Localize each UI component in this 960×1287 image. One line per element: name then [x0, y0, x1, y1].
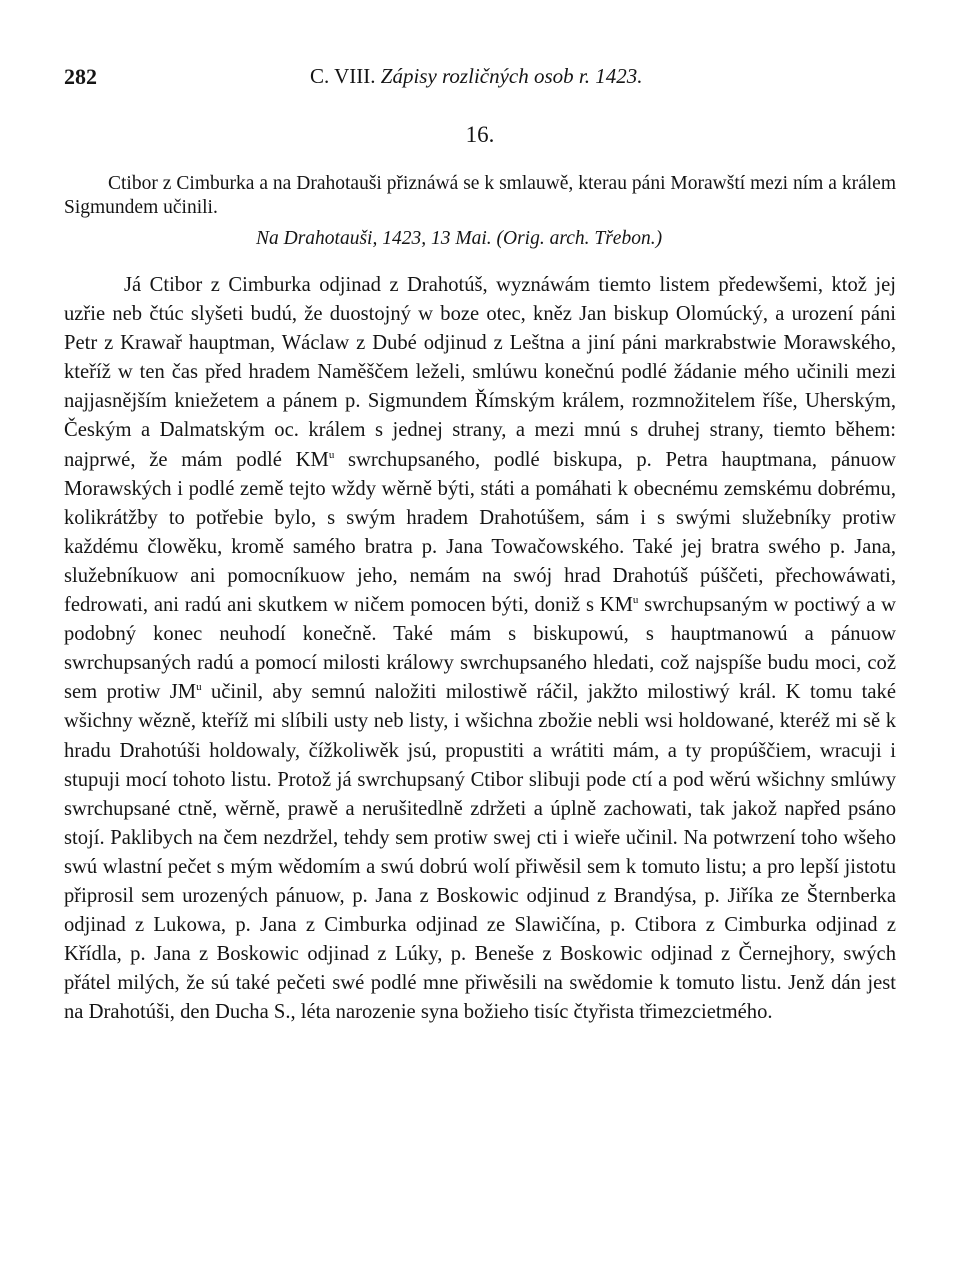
- document-number: 16.: [465, 122, 495, 147]
- document-regest: Ctibor z Cimburka a na Drahotauši přiznáwá se k smlauwě, kterau páni Morawští mezi ním a králem Sigmundem učinili.: [64, 173, 896, 218]
- body-part-2: swrchupsaného, podlé biskupa, p. Petra hauptmana, pánuow Morawských i podlé země tejto wždy wěrně býti, státi a pomáhati k obecnému zemskému dobrému, kolikrátžby to potřebie bylo, s swým hradem Drahotúšem, sám i s swými služebníky protiw každému člowěku, kromě samého bratra p. Jana Towačowského. Také jej bratra swého p. Jana, služebníkuow ani pomocníkuow jeho, nemám na swój hrad Drahotúš púščeti, přechowáwati, fedrowati, ani radú ani skutkem w ničem pomocen býti, doniž s KM: [64, 448, 896, 617]
- chapter-section: C. VIII.: [310, 64, 376, 88]
- superscript-u-2: u: [632, 594, 639, 607]
- body-part-3: swrchupsaným w poctiwý a w podobný konec neuhodí konečně. Také mám s biskupowú, s hauptmanowú a pánuow swrchupsaných radú a pomocí milosti králowy swrchupsaného hledati, což najspíše budu moci, což sem protiw JM: [64, 594, 896, 704]
- page-number: 282: [64, 64, 97, 89]
- running-title: [310, 64, 643, 89]
- superscript-u-1: u: [328, 448, 335, 461]
- body-part-4: učinil, aby semnú naložiti milostiwě ráčil, jakžto milostiwý král. K tomu také wšichny wězně, kteříž mi slíbili usty neb listy, i wšichna zbožie nebli wsi holdowané, kteréž mi sě k hradu Drahotúši holdowaly, čížkoliwěk jsú, propustiti a wrátiti mám, a ty propúščiem, wracuji i stupuji mocí tohoto listu. Protož já swrchupsaný Ctibor slibuji pode ctí a pod wěrú wšichny smlúwy swrchupsané ctně, wěrně, prawě a nerušitedlně zdržeti a úplně zachowati, tak jakož napřed psáno stojí. Paklibych na čem nezdržel, tehdy sem protiw swej cti i wieře učinil. Na potwrzení toho wšeho swú wlastní pečet s mým wědomím a swú dobrú wolí přiwěsil sem k tomuto listu; a pro lepší jistotu připrosil sem urozených pánuow, p. Jana z Boskowic odjinud z Brandýsa, p. Jiříka ze Šternberka odjinad z Lukowa, p. Jana z Cimburka odjinad ze Slawičína, p. Ctibora z Cimburka odjinad z Křídla, p. Jana z Boskowic odjinad z Lúky, p. Beneše z Boskowic odjinad z Černejhory, swých přátel milých, že sú také pečeti swé podlé mne přiwěsili na swědomie k tomuto listu. Jenž dán jest na Drahotúši, den Ducha S., léta narozenie syna božieho tisíc čtyřista třimezcietmého.: [64, 681, 896, 1024]
- running-head: [64, 64, 896, 92]
- source-note: (Orig. arch. Třebon.): [496, 228, 663, 249]
- chapter-title: Zápisy rozličných osob r. 1423.: [380, 64, 643, 88]
- superscript-u-3: u: [196, 681, 202, 694]
- document-dating: [256, 228, 662, 250]
- document-body: [64, 271, 896, 1027]
- body-part-1: Já Ctibor z Cimburka odjinad z Drahotúš, wyznáwám tiemto listem předewšemi, ktož jej uzřie neb čtúc slyšeti budú, že duostojný w boze otec, kněz Jan biskup Olomúcký, a urození páni Petr z Krawař hauptman, Wáclaw z Dubé odjinud z Leštna a jiní páni markrabstwie Morawského, kteříž w ten čas před hradem Naměščem leželi, smlúwu konečnú podlé žádanie mého učinili mezi najjasnějším kniežetem a pánem p. Sigmundem Římským králem, rozmnožitelem říše, Uherským, Českým a Dalmatským oc. králem s jednej strany, a mezi mnú s druhej strany, tiemto během: najprwé, že mám podlé KM: [64, 274, 896, 471]
- place-and-date: Na Drahotauši, 1423, 13 Mai.: [256, 228, 492, 249]
